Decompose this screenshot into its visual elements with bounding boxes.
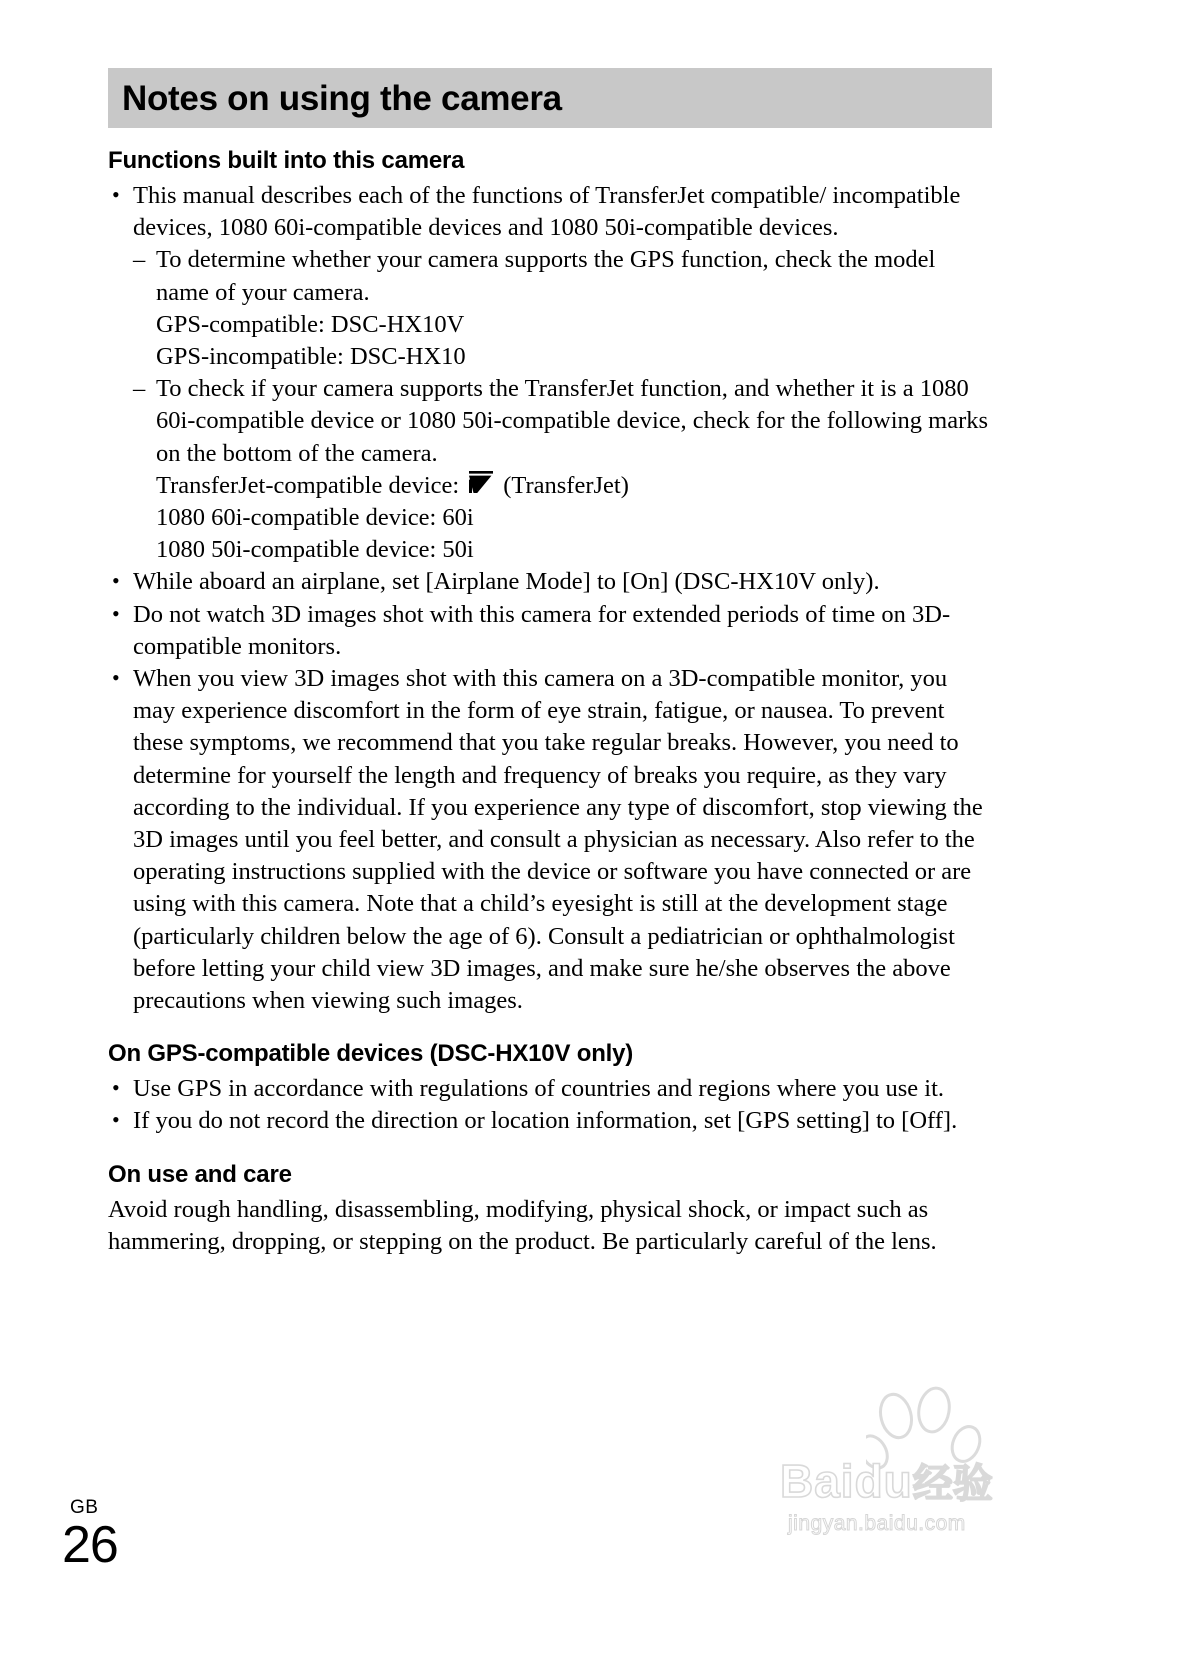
list-item-text: Do not watch 3D images shot with this camera for extended periods of time on 3D-compatible monitors. xyxy=(133,600,951,660)
list-item-text: Use GPS in accordance with regulations of countries and regions where you use it. xyxy=(133,1075,945,1103)
section-heading-gps-devices: On GPS-compatible devices (DSC-HX10V only) xyxy=(108,1040,634,1068)
transferjet-icon xyxy=(467,471,493,493)
baidu-paw-icon xyxy=(866,1384,996,1476)
watermark-url: jingyan.baidu.com xyxy=(788,1512,966,1535)
list-item-text: When you view 3D images shot with this camera on a 3D-compatible monitor, you may experience discomfort in the form of eye strain, fatigue, or nausea. To prevent these symptoms, we recommend that you take regular breaks. However, you need to determine for yourself the length and frequency of breaks you require, as they vary according to the individual. If you experience any type of discomfort, stop viewing the 3D images until you feel better, and consult a physician as necessary. Also refer to the operating instructions supplied with the device or software you have connected or are using with this camera. Note that a child’s eyesight is still at the development stage (particularly children below the age of 6). Consult a pediatrician or ophthalmologist before letting your child view 3D images, and make sure he/she observes the above precautions when viewing such images. xyxy=(133,665,983,1015)
list-item-text: If you do not record the direction or location information, set [GPS setting] to [Off]. xyxy=(133,1107,958,1135)
bullet-glyph: • xyxy=(112,665,120,691)
list-item xyxy=(108,599,992,663)
section-heading-functions: Functions built into this camera xyxy=(108,147,465,174)
list-item xyxy=(108,1073,992,1105)
bullet-glyph: • xyxy=(112,568,120,594)
list-item-text: This manual describes each of the functions of TransferJet compatible/ incompatible devices, 1080 60i-compatible devices and 1080 50i-compatible devices. xyxy=(133,182,961,242)
sub-item-gps-check xyxy=(108,244,992,308)
list-item xyxy=(108,566,992,598)
use-and-care-paragraph: Avoid rough handling, disassembling, modifying, physical shock, or impact such as hammering, dropping, or stepping on the product. Be particularly careful of the lens. xyxy=(108,1195,937,1255)
60i-mark-line: 1080 60i-compatible device: 60i xyxy=(156,504,474,532)
transferjet-mark-line xyxy=(108,470,992,502)
50i-mark-line: 1080 50i-compatible device: 50i xyxy=(156,536,474,564)
dash-glyph: – xyxy=(133,375,146,403)
bullet-list-gps xyxy=(108,1073,992,1137)
watermark-brand-cn: 经验 xyxy=(912,1462,993,1506)
list-item xyxy=(108,663,992,1017)
watermark-brand-latin: Baidu xyxy=(780,1455,913,1507)
footer-region-code: GB xyxy=(70,1497,99,1518)
bullet-list-functions xyxy=(108,180,992,244)
gps-compatible-line: GPS-compatible: DSC-HX10V xyxy=(156,310,465,338)
list-item xyxy=(108,180,992,244)
baidu-watermark xyxy=(770,1400,1070,1550)
bullet-glyph: • xyxy=(112,1075,120,1101)
page-title: Notes on using the camera xyxy=(122,78,562,118)
bullet-glyph: • xyxy=(112,182,120,207)
sub-item-text: To determine whether your camera supports the GPS function, check the model name of your camera. xyxy=(156,246,936,306)
list-item-text: While aboard an airplane, set [Airplane Mode] to [On] (DSC-HX10V only). xyxy=(133,568,880,596)
watermark-brand xyxy=(780,1452,993,1509)
section-heading-use-and-care: On use and care xyxy=(108,1160,292,1188)
list-item xyxy=(108,1105,992,1137)
footer-page-number xyxy=(62,1497,118,1574)
gps-incompatible-line: GPS-incompatible: DSC-HX10 xyxy=(156,343,466,371)
transferjet-mark-label: TransferJet-compatible device: xyxy=(156,471,460,499)
sub-item-text: To check if your camera supports the TransferJet function, and whether it is a 1080 60i-compatible device or 1080 50i-compatible device, check for the following marks on the bottom of the camera. xyxy=(156,375,989,467)
bullet-list-functions-continued xyxy=(108,566,992,1017)
page-banner xyxy=(108,68,992,128)
bullet-glyph: • xyxy=(112,600,120,626)
bullet-glyph: • xyxy=(112,1107,120,1133)
dash-glyph: – xyxy=(133,246,146,274)
footer-number: 26 xyxy=(62,1516,118,1574)
sub-item-transferjet-check xyxy=(108,373,992,470)
transferjet-mark-suffix: (TransferJet) xyxy=(503,471,629,499)
document-body xyxy=(108,140,992,1258)
